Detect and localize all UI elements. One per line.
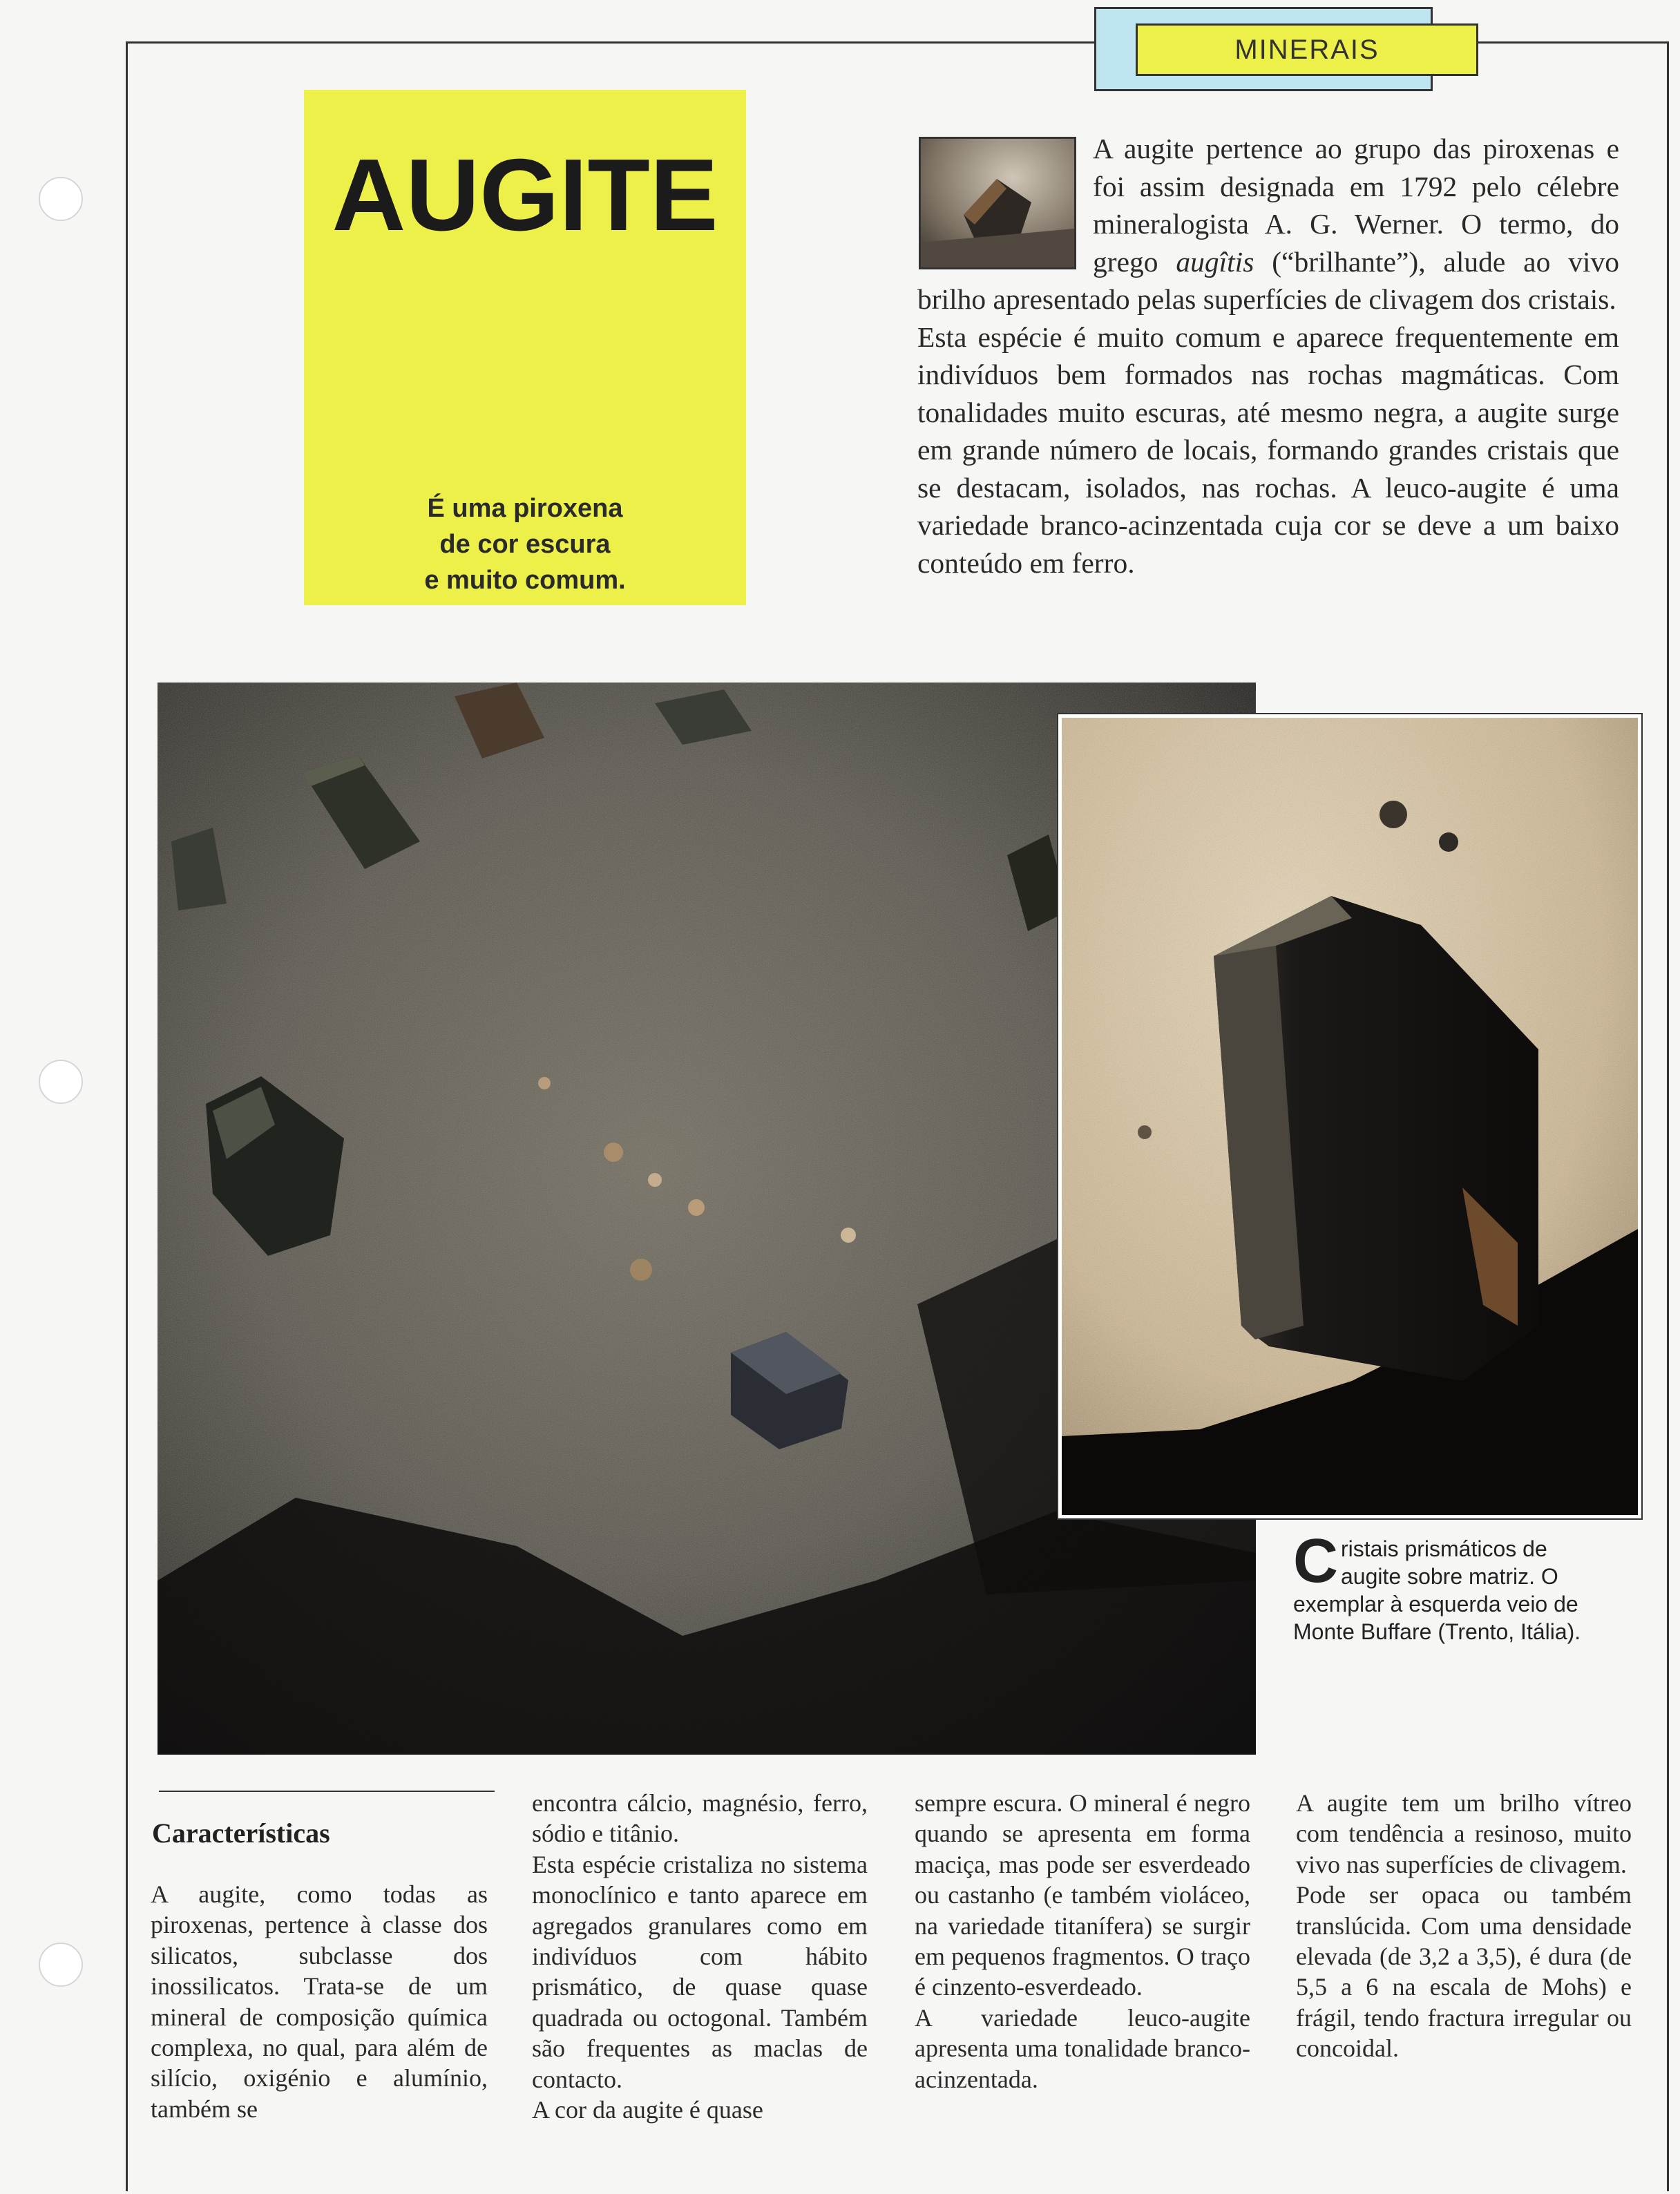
text-column-1 — [151, 1879, 488, 2124]
intro-p1-italic: augîtis — [1176, 245, 1254, 278]
tagline-line-1: É uma piroxena — [427, 494, 623, 523]
section-tab — [1136, 23, 1478, 76]
intro-text — [917, 130, 1619, 582]
col4-paragraph-1: A augite tem um brilho vítreo com tendência a resinoso, muito vivo nas superfícies de clivagem. — [1296, 1789, 1632, 1878]
section-rule — [159, 1791, 495, 1792]
binder-hole-top — [39, 177, 83, 221]
col4-paragraph-2: Pode ser opaca ou também translúcida. Com uma densidade elevada (de 3,2 a 3,5), é dura (de 5,5 a 6 na escala de Mohs) e frágil, tendo fractura irregular ou concoidal. — [1296, 1881, 1632, 2063]
characteristics-heading: Características — [152, 1818, 330, 1849]
photo-caption — [1293, 1527, 1611, 1646]
col3-paragraph-2: A variedade leuco-augite apresenta uma tonalidade branco-acinzentada. — [915, 2003, 1250, 2093]
caption-text: ristais prismáticos de augite sobre matriz. O exemplar à esquerda veio de Monte Buffare (Trento, Itália). — [1293, 1536, 1581, 1644]
text-column-3 — [915, 1788, 1250, 2095]
col1-paragraph: A augite, como todas as piroxenas, pertence à classe dos silicatos, subclasse dos inossilicatos. Trata-se de um mineral de composição química complexa, no qual, para além de silício, oxigénio e alumínio, também se — [151, 1880, 488, 2123]
tagline-line-2: de cor escura — [439, 530, 611, 559]
thumbnail-spacer — [917, 130, 1093, 274]
intro-paragraph-2: Esta espécie é muito comum e aparece frequentemente em indivíduos bem formados nas rochas magmáticas. Com tonalidades muito escuras, até mesmo negra, a augite surge em grande número de locais, formando grandes cristais que se destacam, isolados, nas rochas. A leuco-augite é uma variedade branco-acinzentada cuja cor se deve a um baixo conteúdo em ferro. — [917, 321, 1619, 579]
intro-p1-end: (“brilhante”), alude ao vivo brilho apresentado pelas superfícies de clivagem dos cristais. — [917, 245, 1619, 315]
page-title: AUGITE — [332, 138, 718, 252]
title-panel — [304, 90, 746, 605]
tagline — [304, 490, 746, 598]
intro-p1-start: A augite pertence ao grupo das piroxenas e foi assim designada em 1792 pelo célebre mineralogista A. G. Werner. O termo, do grego — [1093, 133, 1619, 278]
text-column-4 — [1296, 1788, 1632, 2064]
col2-paragraph-3: A cor da augite é quase — [532, 2096, 763, 2124]
caption-dropcap: C — [1293, 1527, 1338, 1596]
tagline-line-3: e muito comum. — [424, 566, 626, 595]
mineral-photo-right — [1058, 714, 1641, 1518]
col2-paragraph-2: Esta espécie cristaliza no sistema monoclínico e tanto aparece em agregados granulares como em indivíduos com hábito prismático, de quase quase quadrada ou octogonal. Também são frequentes as maclas de contacto. — [532, 1850, 868, 2093]
section-tab-label: MINERAIS — [1234, 34, 1380, 65]
col3-paragraph-1: sempre escura. O mineral é negro quando se apresenta em forma maciça, mas pode ser esverdeado ou castanho (e também violáceo, na variedade titanífera) se surgir em pequenos fragmentos. O traço é cinzento-esverdeado. — [915, 1789, 1250, 2001]
binder-hole-middle — [39, 1060, 83, 1104]
binder-hole-bottom — [39, 1943, 83, 1987]
col2-paragraph-1: encontra cálcio, magnésio, ferro, sódio e titânio. — [532, 1789, 868, 1848]
text-column-2 — [532, 1788, 868, 2125]
